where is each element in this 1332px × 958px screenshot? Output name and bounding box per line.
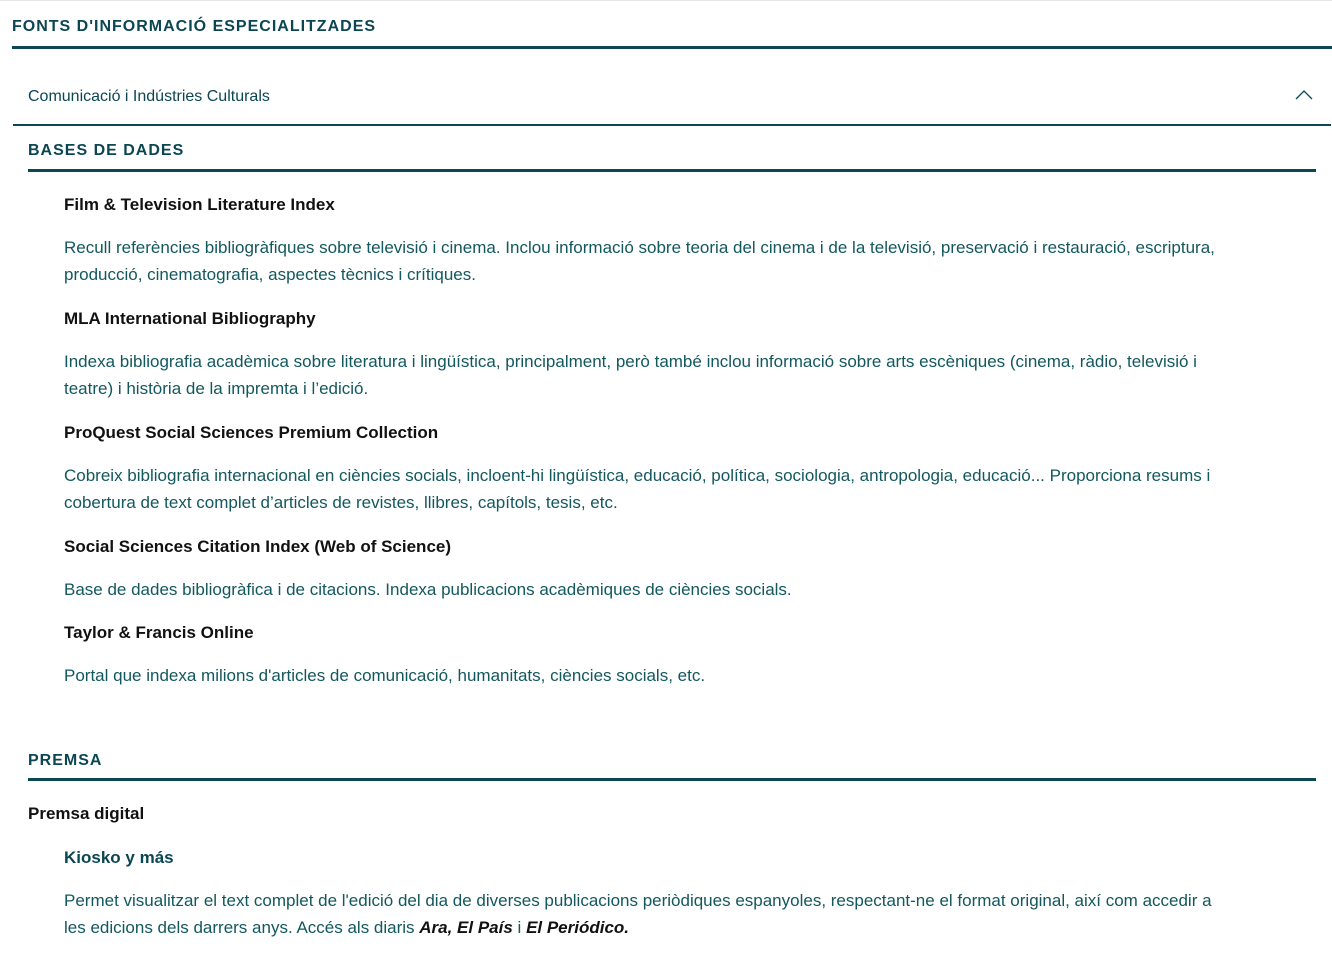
database-title-film-tv[interactable]: Film & Television Literature Index (64, 195, 335, 214)
accordion-label: Comunicació i Indústries Culturals (28, 88, 270, 105)
database-desc-ssci: Base de dades bibliogràfica i de citacions. Indexa publicacions acadèmiques de ciències socials. (64, 580, 792, 599)
database-desc-mla: Indexa bibliografia acadèmica sobre literatura i lingüística, principalment, però també inclou informació sobre arts escèniques (cinema, ràdio, televisió i teatre) i història de la impremta i l’edició. (64, 352, 1197, 398)
page-title: FONTS D'INFORMACIÓ ESPECIALITZADES (12, 18, 377, 35)
press-desc-kiosko: Permet visualitzar el text complet de l'edició del dia de diverses publicacions periòdiques espanyoles, respectant-ne el format original, així com accedir a les edicions dels darrers anys. Accés als diaris Ara, El País i El Periódico. (64, 891, 1212, 937)
database-desc-film-tv: Recull referències bibliogràfiques sobre televisió i cinema. Inclou informació sobre teoria del cinema i de la televisió, preservació i restauració, escriptura, producció, cinematografia, aspectes tècnics i crítiques. (64, 238, 1215, 284)
database-title-mla[interactable]: MLA International Bibliography (64, 309, 316, 328)
database-title-ssci[interactable]: Social Sciences Citation Index (Web of Science) (64, 537, 452, 556)
database-desc-taylor-francis: Portal que indexa milions d'articles de comunicació, humanitats, ciències socials, etc. (64, 666, 706, 685)
chevron-up-icon[interactable] (1295, 88, 1313, 102)
accordion-comunicacio-toggle[interactable] (13, 72, 1331, 126)
press-subheading: Premsa digital (28, 804, 145, 823)
title-underline (12, 46, 1332, 49)
section-title-databases: BASES DE DADES (28, 142, 185, 159)
press-title-kiosko[interactable]: Kiosko y más (64, 848, 174, 867)
newspaper-name-periodico: El Periódico. (526, 918, 630, 937)
section-underline-databases (28, 169, 1316, 172)
top-divider (0, 0, 1332, 1)
newspaper-names: Ara, El País (419, 918, 513, 937)
database-title-taylor-francis[interactable]: Taylor & Francis Online (64, 623, 254, 642)
database-desc-proquest: Cobreix bibliografia internacional en ciències socials, incloent-hi lingüística, educació, política, sociologia, antropologia, educació... Proporciona resums i cobertura de text complet d’articles de revistes, llibres, capítols, tesis, etc. (64, 466, 1211, 512)
section-title-press: PREMSA (28, 752, 103, 769)
database-title-proquest[interactable]: ProQuest Social Sciences Premium Collection (64, 423, 439, 442)
section-underline-press (28, 778, 1316, 781)
